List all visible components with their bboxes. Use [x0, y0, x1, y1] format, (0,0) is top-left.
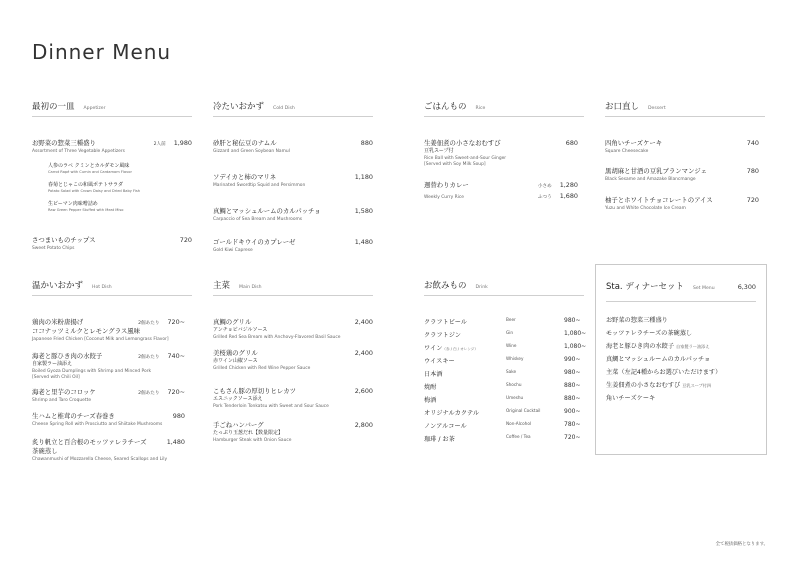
- set-menu-price: 6,300: [737, 283, 756, 291]
- item-price: 720: [179, 236, 192, 244]
- item-name-line2: 自家製ラー油添え: [32, 361, 73, 367]
- drink-name: ウイスキー: [424, 358, 455, 365]
- set-menu-title: Sta. ディナーセット: [606, 282, 684, 292]
- item-name: 生姜佃煮の小さなおむすび: [424, 139, 501, 147]
- drink-name: ワイン: [424, 345, 443, 352]
- set-menu-divider: [606, 301, 756, 302]
- drink-name: 焼酎: [424, 384, 437, 391]
- set-menu-box: [595, 264, 767, 455]
- item-price: 2,600: [354, 387, 373, 395]
- item-english-line2: [Served with Chili Oil]: [32, 375, 80, 380]
- item-name: 手ごねハンバーグ: [213, 421, 264, 429]
- item-name: 四角いチーズケーキ: [605, 139, 663, 147]
- menu-item: [213, 172, 373, 188]
- section-subtitle: Appetizer: [83, 106, 106, 111]
- item-price: 1,180: [354, 173, 373, 181]
- item-name: 真鯛とマッシュルームのカルパッチョ: [213, 207, 321, 215]
- section-header: [424, 100, 584, 117]
- item-quantity: 2人前: [153, 142, 166, 147]
- item-english-line2: [Served with Soy Milk Soup]: [424, 162, 486, 167]
- drink-row: [424, 317, 584, 326]
- section-subtitle: Dessert: [648, 106, 666, 111]
- item-english: Rice Ball with Sweet-and-Sour Ginger: [424, 156, 507, 161]
- item-english: Gold Kiwi Caprese: [213, 248, 253, 253]
- hot-dish-section: [32, 279, 192, 469]
- drink-name: 珈琲 / お茶: [424, 436, 455, 443]
- menu-item: [213, 237, 373, 253]
- item-english: Marinated Swordtip Squid and Persimmon: [213, 183, 306, 188]
- cold-dish-section: [213, 100, 373, 270]
- item-name: こもさん豚の厚切りヒレカツ: [213, 387, 297, 395]
- sub-item-english: Raw Green Pepper Stuffed with Meat Miso: [48, 208, 124, 212]
- item-english: Grilled Red Sea Bream with Anchovy-Flavored Basil Sauce: [213, 335, 341, 340]
- item-name: 柚子とホワイトチョコレートのアイス: [605, 196, 713, 204]
- item-name: ソデイカと柿のマリネ: [213, 173, 277, 181]
- set-menu-line: 主菜（左記4種からお選びいただけます）: [606, 369, 722, 376]
- item-quantity: 2個あたり: [138, 391, 160, 396]
- drink-english: Wine: [506, 343, 517, 348]
- section-subtitle: Main Dish: [239, 285, 262, 290]
- drink-name: ノンアルコール: [424, 423, 467, 430]
- menu-item: [605, 166, 759, 182]
- drink-english: Original Cocktail: [506, 408, 541, 413]
- drink-row: [424, 369, 584, 378]
- menu-item: [213, 348, 373, 371]
- section-header: [32, 279, 192, 296]
- item-quantity: 2個あたり: [138, 321, 160, 326]
- drink-section: [424, 279, 587, 459]
- item-price: 720~: [167, 318, 185, 326]
- drink-row: [424, 408, 584, 417]
- section-title: お口直し: [605, 102, 640, 112]
- item-english: Hamburger Steak with Onion Sauce: [213, 438, 292, 443]
- item-english: Shrimp and Taro Croquette: [32, 398, 92, 403]
- sub-item: [48, 162, 188, 174]
- item-name: 真鯛のグリル: [213, 318, 252, 326]
- menu-item: [32, 317, 185, 342]
- drink-price: 1,080~: [564, 330, 587, 337]
- set-menu-line: お野菜の惣菜三種盛り: [606, 317, 668, 324]
- item-price: 2,400: [354, 318, 373, 326]
- set-menu-line: 真鯛とマッシュルームのカルパッチョ: [606, 356, 711, 363]
- menu-item: [424, 180, 578, 200]
- drink-row: [424, 343, 587, 352]
- drink-row: [424, 356, 584, 365]
- section-subtitle: Hot Dish: [92, 285, 112, 290]
- item-english: Yuzu and White Chocolate Ice Cream: [605, 206, 686, 211]
- item-english: Pork Tenderloin Tonkatsu with Sweet and Sour Sauce: [213, 404, 329, 409]
- sub-item-english: Potato Salad with Crown Daisy and Dried Baby Fish: [48, 189, 141, 193]
- menu-item: [213, 138, 373, 154]
- appetizer-section: [32, 100, 192, 270]
- sub-item-name: 生ピーマン肉味噌詰め: [48, 201, 98, 207]
- section-title: ごはんもの: [424, 102, 467, 112]
- drink-english: Sake: [506, 369, 517, 374]
- drink-price: 980~: [564, 369, 581, 376]
- drink-name: 日本酒: [424, 371, 443, 378]
- item-price: 980: [172, 412, 185, 420]
- menu-item: [213, 317, 373, 340]
- item-name-line2: 茶碗蒸し: [32, 447, 58, 455]
- item-english: Square Cheesecake: [605, 149, 649, 154]
- set-menu-line-note: 自家製ラー油添え: [676, 344, 710, 349]
- item-name: 美桜鶏のグリル: [213, 349, 258, 357]
- section-title: 最初の一皿: [32, 102, 75, 112]
- section-subtitle: Cold Dish: [273, 106, 295, 111]
- drink-english: Shochu: [506, 382, 522, 387]
- item-price: 880: [360, 139, 373, 147]
- item-english: Weekly Curry Rice: [424, 195, 465, 200]
- section-header: [605, 100, 765, 117]
- item-price: 1,280: [559, 181, 578, 189]
- drink-price: 990~: [564, 356, 581, 363]
- item-english: Cheese Spring Roll with Prosciutto and Shiitake Mushrooms: [32, 422, 163, 427]
- menu-item: [605, 138, 759, 154]
- menu-item: [32, 351, 185, 380]
- item-name: 生ハムと椎茸のチーズ春巻き: [32, 412, 115, 420]
- drink-english: Whiskey: [506, 356, 524, 361]
- sub-item-english: Carrot Rapé with Cumin and Cardamom Flavor: [48, 170, 132, 174]
- drink-english: Gin: [506, 330, 514, 335]
- drink-english: Beer: [506, 317, 516, 322]
- item-name: 海老と豚ひき肉の水餃子: [32, 352, 103, 360]
- section-header: [424, 279, 584, 296]
- sub-item: [48, 181, 188, 193]
- menu-item: [213, 206, 373, 222]
- rice-section: [424, 100, 584, 270]
- set-menu-line: モッツァレラチーズの茶碗蒸し: [606, 330, 693, 337]
- set-menu-subtitle: Set Menu: [693, 286, 715, 291]
- drink-english: Umeshu: [506, 395, 524, 400]
- item-option: ふつう: [537, 195, 552, 200]
- menu-item: [424, 138, 578, 167]
- drink-name: クラフトビール: [424, 319, 467, 326]
- drink-english: Non-Alcohol: [506, 421, 532, 426]
- item-name-line2: エスニックソース添え: [213, 396, 263, 402]
- drink-price: 1,080~: [564, 343, 587, 350]
- drink-price: 720~: [564, 434, 581, 441]
- drink-row: [424, 330, 587, 339]
- drink-price: 900~: [564, 408, 581, 415]
- section-header: [213, 279, 373, 296]
- item-name-line2: 赤ワイン山椒ソース: [213, 358, 258, 364]
- item-name: お野菜の惣菜三種盛り: [32, 139, 96, 147]
- section-subtitle: Drink: [475, 285, 488, 290]
- menu-item: [605, 195, 759, 211]
- item-name-line2: たっぷり玉葱だれ【数量限定】: [213, 430, 284, 436]
- menu-item: [32, 387, 185, 403]
- menu-item: [32, 437, 185, 462]
- item-price: 1,580: [354, 207, 373, 215]
- item-name-line2: 豆乳スープ付: [424, 148, 454, 154]
- item-price: 2,800: [354, 421, 373, 429]
- item-name: さつまいものチップス: [32, 236, 96, 244]
- main-dish-section: [213, 279, 373, 469]
- drink-price: 780~: [564, 421, 581, 428]
- set-menu-line: [606, 380, 711, 389]
- menu-title: Dinner Menu: [32, 40, 172, 64]
- menu-item: [32, 411, 185, 427]
- section-title: 主菜: [213, 281, 231, 291]
- drink-price: 880~: [564, 382, 581, 389]
- drink-name: 梅酒: [424, 397, 437, 404]
- item-price: 2,400: [354, 349, 373, 357]
- drink-row: [424, 421, 584, 430]
- drink-price: 880~: [564, 395, 581, 402]
- drink-price: 980~: [564, 317, 581, 324]
- set-menu-line: 角いチーズケーキ: [606, 395, 656, 402]
- item-price: 720: [746, 196, 759, 204]
- section-title: お飲みもの: [424, 281, 467, 291]
- item-quantity: 2個あたり: [138, 355, 160, 360]
- item-price: 1,980: [173, 139, 192, 147]
- drink-note: （赤 / 白 / オレンジ）: [442, 347, 478, 351]
- drink-english: Coffee / Tea: [506, 434, 531, 439]
- item-price: 780: [746, 167, 759, 175]
- item-price: 740: [746, 139, 759, 147]
- footer-note: 全て税抜価格となります。: [715, 542, 768, 547]
- item-english: Chawanmushi of Mozzarella Cheese, Seared Scallops and Lily: [32, 457, 168, 462]
- dessert-section: [605, 100, 765, 270]
- set-menu-line: [606, 341, 710, 350]
- item-name-line2: ココナッツミルクとレモングラス風味: [32, 327, 141, 335]
- set-menu-line-text: 海老と豚ひき肉の水餃子: [606, 343, 675, 350]
- item-name: ゴールドキウイのカプレーゼ: [213, 238, 296, 246]
- item-name: 鶏肉の米粉唐揚げ: [32, 318, 84, 326]
- item-english: Gizzard and Green Soybean Namul: [213, 149, 290, 154]
- section-header: [213, 100, 373, 117]
- menu-item: [32, 235, 192, 251]
- item-name: 炙り帆立と百合根のモッツァレラチーズ: [32, 438, 147, 446]
- item-name: 海老と里芋のコロッケ: [32, 388, 96, 396]
- item-english: Grilled Chicken with Red Wine Pepper Sauce: [213, 366, 311, 371]
- item-price: 680: [565, 139, 578, 147]
- item-english: Black Sesame and Amazake Blancmange: [605, 177, 696, 182]
- drink-name: オリジナルカクテル: [424, 410, 480, 417]
- menu-item: [213, 420, 373, 443]
- item-english: Boiled Gyoza Dumplings with Shrimp and Minced Pork: [32, 369, 152, 374]
- item-price: 1,480: [166, 438, 185, 446]
- drink-row: [424, 382, 584, 391]
- sub-item-name: 人参のラペ クミンとカルダモン風味: [48, 163, 130, 169]
- sub-item: [48, 200, 188, 212]
- set-menu-line-text: 生姜佃煮の小さなおむすび: [606, 382, 681, 389]
- section-title: 冷たいおかず: [213, 102, 265, 112]
- item-name: 週替わりカレー: [424, 181, 469, 189]
- drink-name: クラフトジン: [424, 332, 461, 339]
- sub-item-name: 春菊とじゃこの和風ポテトサラダ: [48, 182, 123, 188]
- section-subtitle: Rice: [475, 106, 486, 111]
- drink-row: [424, 395, 584, 404]
- item-english: Carpaccio of Sea Bream and Mushrooms: [213, 217, 303, 222]
- item-price: 740~: [167, 352, 185, 360]
- set-menu-header: [606, 280, 756, 292]
- menu-item: [213, 386, 373, 409]
- section-title: 温かいおかず: [32, 281, 84, 291]
- set-menu-line-note: 豆乳スープ付四: [682, 383, 712, 388]
- item-english: Assortment of Three Vegetable Appetizers: [32, 149, 125, 154]
- item-name: 砂肝と秘伝豆のナムル: [213, 139, 277, 147]
- menu-item: [32, 138, 192, 154]
- item-english: Japanese Fried Chicken [Coconut Milk and Lemongrass Flavor]: [32, 337, 169, 342]
- item-english: Sweet Potato Chips: [32, 246, 75, 251]
- item-name-line2: アンチョビバジルソース: [213, 327, 268, 333]
- item-name: 黒胡麻と甘酒の豆乳ブランマンジェ: [605, 167, 707, 175]
- item-option: 小さめ: [537, 184, 552, 189]
- item-price: 1,680: [559, 192, 578, 200]
- item-price: 720~: [167, 388, 185, 396]
- item-price: 1,480: [354, 238, 373, 246]
- section-header: [32, 100, 192, 117]
- drink-row: [424, 434, 584, 443]
